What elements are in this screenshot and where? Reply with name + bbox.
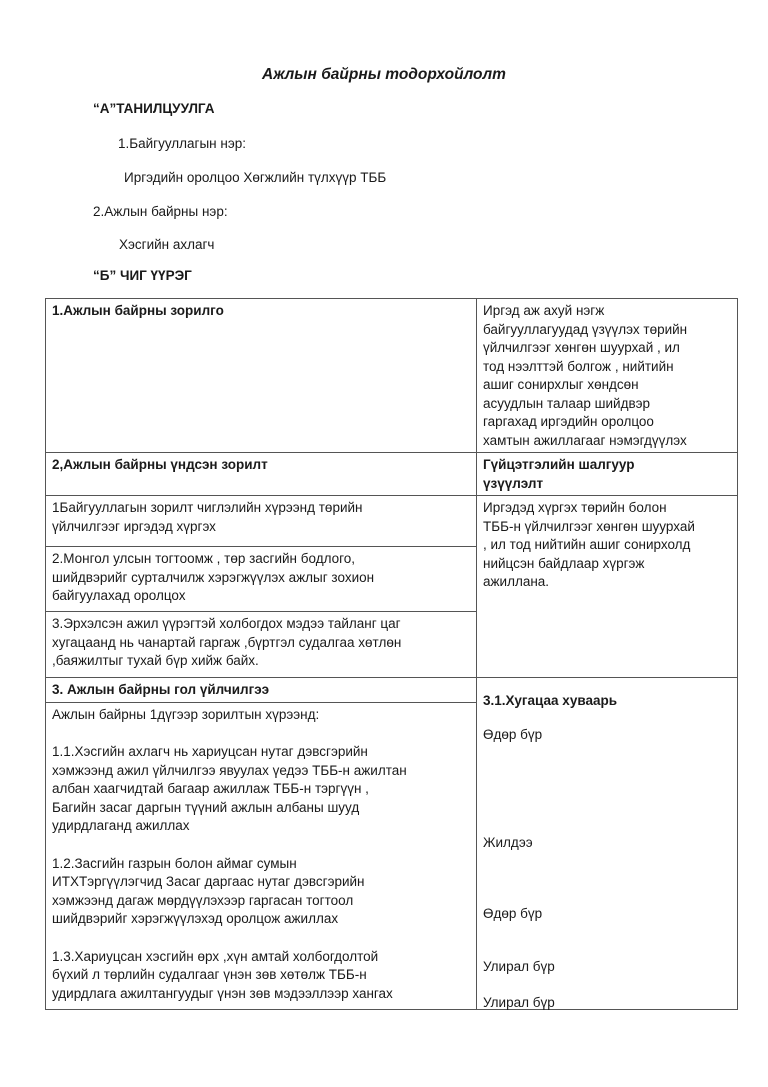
job-goal-label: 1.Ажлын байрны зорилго — [46, 299, 477, 453]
table-row — [46, 453, 738, 496]
main-objective-label: 2,Ажлын байрны үндсэн зорилт — [46, 453, 477, 496]
schedule-cell — [477, 678, 738, 1010]
schedule-item: Өдөр бүр — [483, 906, 543, 921]
section-b-heading: “Б” ЧИГ ҮҮРЭГ — [93, 268, 192, 283]
objective-1: 1Байгууллагын зорилт чиглэлийн хүрээнд төрийн үйлчилгээг иргэдэд хүргэх — [46, 496, 477, 547]
organization-label: 1.Байгууллагын нэр: — [118, 136, 246, 151]
performance-criteria-label: Гүйцэтгэлийн шалгуур үзүүлэлт — [477, 453, 738, 496]
table-row — [46, 496, 738, 547]
job-title-label: 2.Ажлын байрны нэр: — [93, 204, 228, 219]
table-row — [46, 299, 738, 453]
job-goal-text: Иргэд аж ахуй нэгж байгууллагуудад үзүүлэх төрийн үйлчилгээг хөнгөн шуурхай , ил тод нээлттэй болгож , нийтийн ашиг сонирхлыг хөндсөн асуудлын талаар шийдвэр гаргахад иргэдийн оролцоо хамтын ажиллагааг нэмэгдүүлэх — [477, 299, 738, 453]
main-service-label: 3. Ажлын байрны гол үйлчилгээ — [46, 678, 477, 703]
service-item-1-3: 1.3.Хариуцсан хэсгийн өрх ,хүн амтай холбогдолтой бүхий л төрлийн судалгааг үнэн зөв хөтөлж ТББ-н удирдлага ажилтангуудыг үнэн зөв мэдээллээр хангах — [52, 948, 393, 1001]
service-item-1-2: 1.2.Засгийн газрын болон аймаг сумын ИТХТэргүүлэгчид Засаг даргаас нутаг дэвсгэрийн хэмжээнд дагаж мөрдүүлэхээр гаргасан тогтоол шийдвэрийг хэрэгжүүлэхэд оролцож ажиллах — [52, 855, 365, 926]
page-title: Ажлын байрны тодорхойлолт — [262, 66, 506, 83]
objective-3: 3.Эрхэлсэн ажил үүрэгтэй холбогдох мэдээ тайланг цаг хугацаанд нь чанартай гаргаж ,бүртгэл судалгаа хөтлөн ,баяжилтыг тухай бүр хийж байх. — [46, 612, 477, 678]
schedule-item: Улирал бүр — [483, 995, 555, 1010]
schedule-heading: 3.1.Хугацаа хуваарь — [483, 693, 618, 708]
section-a-heading: “А”ТАНИЛЦУУЛГА — [93, 101, 215, 116]
objective-2: 2.Монгол улсын тогтоомж , төр засгийн бодлого, шийдвэрийг сурталчилж хэрэгжүүлэх ажлыг зохион байгуулахад оролцох — [46, 547, 477, 612]
main-service-text — [46, 702, 477, 1010]
organization-name: Иргэдийн оролцоо Хөгжлийн түлхүүр ТББ — [124, 170, 387, 185]
schedule-item: Улирал бүр — [483, 959, 555, 974]
table-row — [46, 678, 738, 703]
schedule-item: Жилдээ — [483, 835, 533, 850]
service-intro: Ажлын байрны 1дүгээр зорилтын хүрээнд: — [52, 706, 320, 722]
schedule-item: Өдөр бүр — [483, 727, 543, 742]
performance-criteria-text: Иргэдэд хүргэх төрийн болон ТББ-н үйлчилгээг хөнгөн шуурхай , ил тод нийтийн ашиг сонирхолд нийцсэн байдлаар хүргэж ажиллана. — [477, 496, 738, 678]
job-title-value: Хэсгийн ахлагч — [119, 237, 215, 252]
service-item-1-1: 1.1.Хэсгийн ахлагч нь хариуцсан нутаг дэвсгэрийн хэмжээнд ажил үйлчилгээ явуулах үедээ ТББ-н ажилтан албан хаагчидтай багаар ажиллаж ТББ-н тэргүүн , Багийн засаг даргын түүний ажлын албаны шууд удирдлаганд ажиллах — [52, 744, 407, 833]
duties-table — [45, 298, 738, 1010]
